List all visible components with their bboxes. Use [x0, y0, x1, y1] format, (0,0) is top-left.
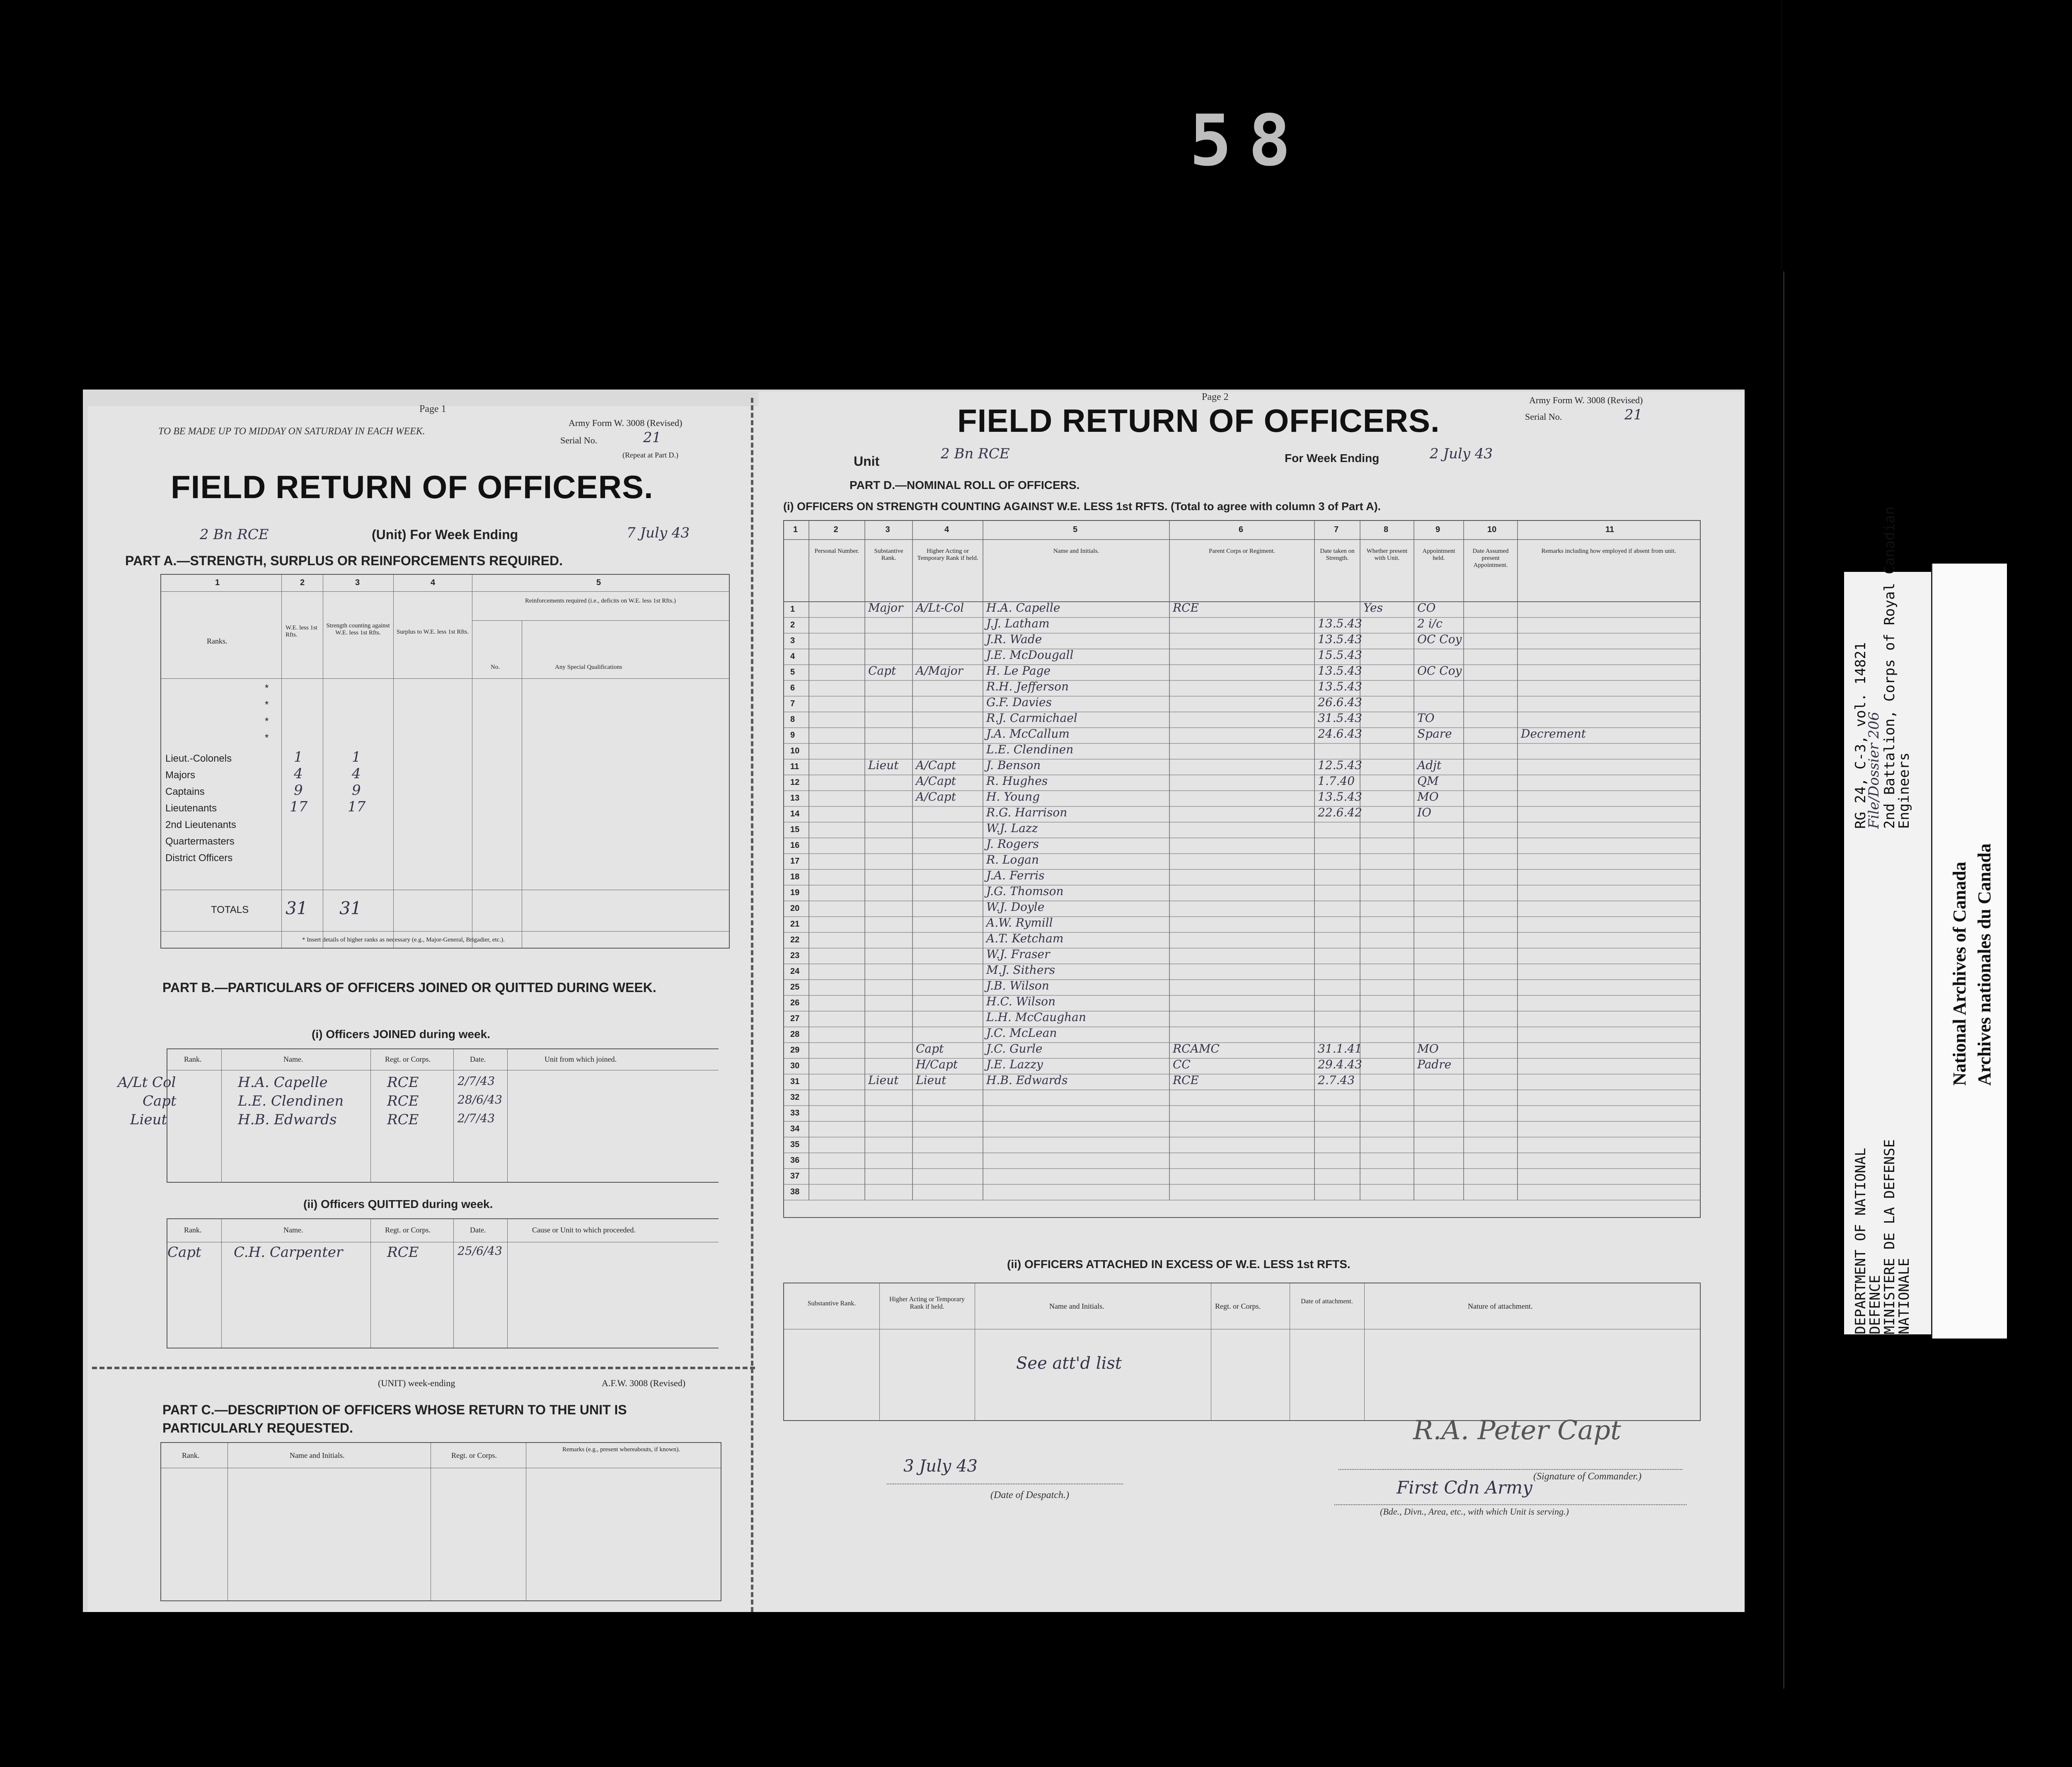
- row-number: 29: [790, 1046, 800, 1055]
- row-number: 9: [790, 731, 795, 740]
- col-header: Rank.: [184, 1226, 202, 1234]
- serving-line: [1334, 1504, 1687, 1505]
- part-d-title: PART D.—NOMINAL ROLL OF OFFICERS.: [850, 479, 1080, 491]
- col-num: 9: [1435, 525, 1440, 534]
- row-number: 27: [790, 1014, 800, 1023]
- col-header: Cause or Unit to which proceeded.: [532, 1226, 636, 1234]
- strength-header: Strength counting against W.E. less 1st Rfts.: [326, 622, 390, 636]
- reference-line: Engineers: [1896, 752, 1912, 829]
- row-number: 30: [790, 1061, 800, 1070]
- col-header: Higher Acting or Temporary Rank if held.: [889, 1296, 965, 1310]
- page-two: [758, 392, 1745, 1612]
- strength-value: 4: [352, 765, 361, 782]
- joined-name: H.A. Capelle: [238, 1074, 328, 1091]
- col-header: Name and Initials.: [1053, 548, 1099, 554]
- roll-appt: 2 i/c: [1417, 617, 1443, 630]
- col-header: Whether present with Unit.: [1366, 548, 1408, 562]
- roll-name: H. Young: [986, 790, 1040, 804]
- col-header: Appointment held.: [1422, 548, 1455, 562]
- roll-name: J.E. Lazzy: [986, 1058, 1043, 1071]
- col-header: Remarks including how employed if absent from unit.: [1541, 548, 1676, 554]
- row-number: 24: [790, 967, 800, 976]
- col-header: Nature of attachment.: [1468, 1302, 1533, 1310]
- roll-appt: CO: [1417, 601, 1436, 615]
- joined-rank: Capt: [143, 1093, 177, 1109]
- row-number: 4: [790, 652, 795, 661]
- serving-value: First Cdn Army: [1397, 1477, 1532, 1498]
- col-num: 6: [1239, 525, 1244, 534]
- dept-line: MINISTERE DE LA DEFENSE: [1881, 1139, 1898, 1334]
- roll-name: J.A. McCallum: [986, 727, 1070, 741]
- nac-strip: [1931, 564, 2007, 1339]
- roll-name: J.B. Wilson: [986, 979, 1049, 992]
- roll-present: Yes: [1363, 601, 1383, 615]
- row-number: 37: [790, 1172, 800, 1181]
- col-num: 4: [944, 525, 949, 534]
- part-a-table: [160, 574, 730, 949]
- roll-name: L.H. McCaughan: [986, 1010, 1086, 1024]
- asterisk-note: * Insert details of higher ranks as necessary (e.g., Major-General, Brigadier, etc.).: [302, 937, 505, 943]
- roll-name: J.G. Thomson: [986, 884, 1064, 898]
- roll-date: 13.5.43: [1318, 664, 1362, 678]
- roll-sub: Lieut: [868, 1073, 899, 1087]
- part-c-title: PART C.—DESCRIPTION OF OFFICERS WHOSE RETURN TO THE UNIT IS PARTICULARLY REQUESTED.: [162, 1402, 627, 1435]
- row-number: 16: [790, 841, 800, 850]
- roll-corps: RCE: [1173, 601, 1199, 615]
- roll-date: 12.5.43: [1318, 758, 1362, 772]
- col-num: 10: [1487, 525, 1497, 534]
- asterisk: *: [265, 716, 269, 727]
- roll-name: R.G. Harrison: [986, 806, 1067, 819]
- roll-appt: Padre: [1417, 1058, 1452, 1071]
- col-header: Date taken on Strength.: [1320, 548, 1355, 562]
- row-number: 5: [790, 668, 795, 677]
- roll-appt: MO: [1417, 790, 1439, 804]
- col-num: 3: [885, 525, 890, 534]
- page-title: FIELD RETURN OF OFFICERS.: [957, 402, 1440, 439]
- roll-appt: OC Coy: [1417, 664, 1462, 678]
- qual-header: Any Special Qualifications: [555, 664, 622, 670]
- part-c-table: [160, 1442, 721, 1601]
- roll-date: 29.4.43: [1318, 1058, 1362, 1071]
- section-i-title: (i) OFFICERS ON STRENGTH COUNTING AGAINST W.E. LESS 1st RFTS. (Total to agree with column 3 of Part A).: [783, 500, 1381, 513]
- roll-name: R.H. Jefferson: [986, 680, 1069, 693]
- roll-higher: A/Lt-Col: [916, 601, 964, 615]
- instruction-text: TO BE MADE UP TO MIDDAY ON SATURDAY IN EACH WEEK.: [158, 426, 425, 437]
- we-value: 4: [294, 765, 303, 782]
- roll-appt: MO: [1417, 1042, 1439, 1055]
- col-header: Parent Corps or Regiment.: [1209, 548, 1275, 554]
- attached-note: See att'd list: [1016, 1354, 1122, 1373]
- roll-date: 2.7.43: [1318, 1073, 1355, 1087]
- row-number: 35: [790, 1140, 800, 1149]
- roll-sub: Major: [868, 601, 903, 615]
- row-number: 36: [790, 1156, 800, 1165]
- roll-name: A.W. Rymill: [986, 916, 1053, 929]
- roll-higher: A/Capt: [916, 758, 956, 772]
- col-header: Name and Initials.: [290, 1451, 345, 1460]
- quitted-table: [167, 1218, 719, 1348]
- col-header: Higher Acting or Temporary Rank if held.: [917, 548, 978, 562]
- roll-date: 24.6.43: [1318, 727, 1362, 741]
- unit-label: Unit: [854, 454, 880, 469]
- part-c-unit-line: (UNIT) week-ending: [378, 1378, 455, 1388]
- rank-label: District Officers: [165, 852, 233, 864]
- roll-date: 13.5.43: [1318, 680, 1362, 693]
- roll-date: 1.7.40: [1318, 774, 1355, 788]
- row-number: 34: [790, 1124, 800, 1133]
- col-header: Unit from which joined.: [545, 1055, 617, 1063]
- col-header: Name.: [283, 1226, 303, 1234]
- asterisk: *: [265, 699, 269, 710]
- dept-line: DEPARTMENT OF NATIONAL: [1852, 1147, 1869, 1334]
- roll-name: R. Logan: [986, 853, 1039, 867]
- part-c-form: A.F.W. 3008 (Revised): [602, 1378, 686, 1388]
- roll-higher: A/Capt: [916, 774, 956, 788]
- rank-label: Captains: [165, 786, 205, 797]
- frame-number-text: 58: [1189, 100, 1307, 182]
- col-num: 7: [1334, 525, 1339, 534]
- roll-name: H.B. Edwards: [986, 1073, 1068, 1087]
- page-label: Page 2: [1202, 392, 1229, 402]
- part-b-title: PART B.—PARTICULARS OF OFFICERS JOINED OR QUITTED DURING WEEK.: [162, 980, 656, 995]
- roll-higher: Capt: [916, 1042, 944, 1055]
- roll-name: R.J. Carmichael: [986, 711, 1077, 725]
- roll-name: J.C. Gurle: [986, 1042, 1043, 1055]
- row-number: 10: [790, 746, 800, 755]
- totals-label: TOTALS: [211, 904, 249, 915]
- army-form-number: Army Form W. 3008 (Revised): [1529, 395, 1643, 405]
- serving-label: (Bde., Divn., Area, etc., with which Unit is serving.): [1380, 1506, 1569, 1517]
- roll-appt: IO: [1417, 806, 1432, 819]
- page-fold: [751, 398, 754, 1612]
- section-ii-title: (ii) OFFICERS ATTACHED IN EXCESS OF W.E. LESS 1st RFTS.: [1007, 1258, 1351, 1271]
- part-a-title: PART A.—STRENGTH, SURPLUS OR REINFORCEMENTS REQUIRED.: [125, 553, 563, 568]
- row-number: 3: [790, 636, 795, 645]
- reinf-header: Reinforcements required (i.e., deficits on W.E. less 1st Rfts.): [525, 598, 676, 604]
- col-header: Date.: [470, 1055, 486, 1063]
- row-number: 19: [790, 888, 800, 897]
- roll-name: J.A. Ferris: [986, 869, 1045, 882]
- page-one: [88, 406, 763, 1612]
- row-number: 17: [790, 857, 800, 866]
- roll-date: 26.6.43: [1318, 695, 1362, 709]
- strength-value: 1: [352, 749, 361, 765]
- roll-higher: H/Capt: [916, 1058, 958, 1071]
- row-number: 11: [790, 762, 799, 771]
- quitted-title: (ii) Officers QUITTED during week.: [303, 1198, 493, 1210]
- row-number: 25: [790, 983, 800, 992]
- joined-date: 28/6/43: [457, 1093, 502, 1106]
- strength-value: 9: [352, 782, 361, 799]
- film-divider: [1783, 271, 1784, 1689]
- nac-french: Archives nationales du Canada: [1974, 843, 1995, 1086]
- roll-appt: TO: [1417, 711, 1435, 725]
- roll-higher: A/Major: [916, 664, 963, 678]
- totals-strength: 31: [339, 898, 362, 918]
- row-number: 2: [790, 620, 795, 629]
- roll-appt: OC Coy: [1417, 632, 1462, 646]
- col-num: 1: [793, 525, 798, 534]
- row-number: 23: [790, 951, 800, 960]
- col-header: Personal Number.: [814, 548, 859, 554]
- reference-line: RG 24, C-3, vol. 14821: [1852, 642, 1869, 829]
- unit-value: 2 Bn RCE: [941, 445, 1010, 462]
- film-edge: [1781, 0, 1782, 269]
- attached-table: [783, 1283, 1701, 1421]
- col-num: 3: [355, 578, 360, 587]
- dept-line: NATIONALE: [1896, 1258, 1912, 1334]
- dept-line: DEFENCE: [1867, 1275, 1883, 1334]
- quitted-rank: Capt: [167, 1244, 201, 1261]
- roll-name: J.J. Latham: [986, 617, 1050, 630]
- rank-label: Majors: [165, 770, 196, 781]
- despatch-label: (Date of Despatch.): [990, 1490, 1069, 1501]
- rank-label: 2nd Lieutenants: [165, 819, 236, 830]
- col-header: Date.: [470, 1226, 486, 1234]
- serial-label: Serial No.: [560, 435, 598, 445]
- quitted-date: 25/6/43: [457, 1244, 502, 1258]
- frame-number: [1189, 100, 1314, 182]
- roll-appt: QM: [1417, 774, 1439, 788]
- row-number: 21: [790, 920, 800, 929]
- row-number: 1: [790, 605, 795, 614]
- asterisk: *: [265, 732, 269, 743]
- roll-date: 31.1.41: [1318, 1042, 1362, 1055]
- col-header: Name.: [283, 1055, 303, 1063]
- roll-name: J.E. McDougall: [986, 648, 1074, 662]
- nac-english: National Archives of Canada: [1949, 862, 1970, 1086]
- col-header: Regt. or Corps.: [451, 1451, 497, 1460]
- col-header: Rank.: [184, 1055, 202, 1063]
- joined-name: H.B. Edwards: [238, 1111, 337, 1128]
- roll-date: 31.5.43: [1318, 711, 1362, 725]
- joined-title: (i) Officers JOINED during week.: [312, 1028, 490, 1041]
- row-number: 26: [790, 998, 800, 1007]
- col-num: 11: [1605, 525, 1615, 534]
- we-value: 1: [294, 749, 303, 765]
- joined-corps: RCE: [387, 1093, 419, 1109]
- roll-name: J. Rogers: [986, 837, 1039, 851]
- we-value: 17: [290, 799, 308, 815]
- roll-date: 13.5.43: [1318, 617, 1362, 630]
- col-header: Regt. or Corps.: [385, 1055, 431, 1063]
- col-num: 2: [833, 525, 838, 534]
- roll-remarks: Decrement: [1521, 727, 1586, 741]
- roll-appt: Adjt: [1417, 758, 1442, 772]
- row-number: 33: [790, 1109, 800, 1118]
- joined-rank: Lieut: [130, 1111, 167, 1128]
- we-header: W.E. less 1st Rfts.: [286, 625, 317, 638]
- roll-date: 22.6.42: [1318, 806, 1362, 819]
- quitted-corps: RCE: [387, 1244, 419, 1261]
- roll-name: J.R. Wade: [986, 632, 1042, 646]
- row-number: 6: [790, 683, 795, 692]
- week-value: 2 July 43: [1430, 445, 1493, 462]
- roll-name: H.C. Wilson: [986, 995, 1056, 1008]
- page-label: Page 1: [419, 404, 446, 414]
- army-form-number: Army Form W. 3008 (Revised): [569, 418, 683, 428]
- row-number: 8: [790, 715, 795, 724]
- despatch-value: 3 July 43: [903, 1457, 978, 1476]
- signature-label: (Signature of Commander.): [1533, 1471, 1642, 1482]
- roll-higher: Lieut: [916, 1073, 946, 1087]
- col-header: Date of attachment.: [1301, 1298, 1353, 1305]
- roll-name: R. Hughes: [986, 774, 1048, 788]
- roll-date: 13.5.43: [1318, 790, 1362, 804]
- rank-label: Quartermasters: [165, 836, 235, 847]
- asterisk: *: [265, 683, 269, 694]
- reference-line: File/Dossier 206: [1866, 712, 1882, 829]
- ranks-header: Ranks.: [207, 637, 228, 645]
- roll-name: L.E. Clendinen: [986, 743, 1074, 756]
- col-header: Rank.: [182, 1451, 200, 1460]
- signature-line: [1339, 1469, 1682, 1470]
- joined-name: L.E. Clendinen: [238, 1093, 344, 1109]
- roll-date: 15.5.43: [1318, 648, 1362, 662]
- col-num: 4: [431, 578, 436, 587]
- nominal-roll-table: [783, 520, 1701, 1218]
- col-header: Remarks (e.g., present whereabouts, if known).: [562, 1446, 680, 1453]
- roll-name: M.J. Sithers: [986, 963, 1055, 977]
- week-label: For Week Ending: [1285, 452, 1380, 465]
- row-number: 18: [790, 872, 800, 881]
- row-number: 15: [790, 825, 800, 834]
- serial-value: 21: [1624, 407, 1643, 423]
- roll-name: H. Le Page: [986, 664, 1051, 678]
- col-header: Substantive Rank.: [874, 548, 903, 562]
- col-num: 2: [300, 578, 305, 587]
- nominal-roll-grid: [784, 521, 1700, 1217]
- roll-name: J. Benson: [986, 758, 1041, 772]
- row-number: 38: [790, 1187, 800, 1196]
- we-value: 9: [294, 782, 303, 799]
- serial-value: 21: [643, 429, 661, 446]
- commander-signature: R.A. Peter Capt: [1413, 1415, 1621, 1446]
- row-number: 7: [790, 699, 795, 708]
- row-number: 13: [790, 794, 800, 803]
- roll-corps: RCE: [1173, 1073, 1199, 1087]
- joined-date: 2/7/43: [457, 1111, 495, 1125]
- joined-table: [118, 1048, 719, 1183]
- roll-name: G.F. Davies: [986, 695, 1052, 709]
- quitted-name: C.H. Carpenter: [234, 1244, 343, 1261]
- col-header: Regt. or Corps.: [1215, 1302, 1261, 1310]
- col-num: 5: [1073, 525, 1078, 534]
- roll-name: H.A. Capelle: [986, 601, 1060, 615]
- roll-date: 13.5.43: [1318, 632, 1362, 646]
- roll-name: W.J. Doyle: [986, 900, 1045, 914]
- week-ending-value: 7 July 43: [627, 525, 690, 541]
- roll-name: A.T. Ketcham: [986, 932, 1064, 945]
- roll-name: J.C. McLean: [986, 1026, 1057, 1040]
- joined-corps: RCE: [387, 1074, 419, 1091]
- row-number: 31: [790, 1077, 800, 1086]
- page-title: FIELD RETURN OF OFFICERS.: [171, 469, 654, 505]
- roll-sub: Lieut: [868, 758, 899, 772]
- unit-label: (Unit) For Week Ending: [372, 527, 518, 542]
- row-number: 22: [790, 935, 800, 944]
- col-num: 1: [215, 578, 220, 587]
- strength-value: 17: [348, 799, 366, 815]
- roll-appt: Spare: [1417, 727, 1452, 741]
- row-number: 12: [790, 778, 800, 787]
- roll-corps: CC: [1173, 1058, 1191, 1071]
- reference-line: 2nd Battalion, Corps of Royal Canadian: [1881, 506, 1898, 829]
- col-num: 5: [596, 578, 601, 587]
- col-header: Regt. or Corps.: [385, 1226, 431, 1234]
- row-number: 28: [790, 1030, 800, 1039]
- no-header: No.: [491, 664, 500, 670]
- roll-sub: Capt: [868, 664, 896, 678]
- roll-corps: RCAMC: [1173, 1042, 1220, 1055]
- col-header: Name and Initials.: [1049, 1302, 1104, 1310]
- joined-corps: RCE: [387, 1111, 419, 1128]
- unit-value: 2 Bn RCE: [200, 526, 269, 543]
- row-number: 14: [790, 809, 800, 818]
- roll-name: W.J. Fraser: [986, 947, 1050, 961]
- tear-line: [92, 1367, 755, 1369]
- repeat-note: (Repeat at Part D.): [622, 451, 678, 459]
- rank-label: Lieutenants: [165, 803, 217, 814]
- roll-higher: A/Capt: [916, 790, 956, 804]
- row-number: 20: [790, 904, 800, 913]
- joined-date: 2/7/43: [457, 1074, 495, 1088]
- joined-rank: A/Lt Col: [118, 1074, 176, 1091]
- col-num: 8: [1384, 525, 1389, 534]
- totals-we: 31: [286, 898, 308, 918]
- serial-label: Serial No.: [1525, 411, 1562, 422]
- surplus-header: Surplus to W.E. less 1st Rfts.: [396, 629, 469, 635]
- col-header: Date Assumed present Appointment.: [1472, 548, 1509, 569]
- col-header: Substantive Rank.: [807, 1300, 856, 1307]
- roll-name: W.J. Lazz: [986, 821, 1038, 835]
- rank-label: Lieut.-Colonels: [165, 753, 232, 764]
- row-number: 32: [790, 1093, 800, 1102]
